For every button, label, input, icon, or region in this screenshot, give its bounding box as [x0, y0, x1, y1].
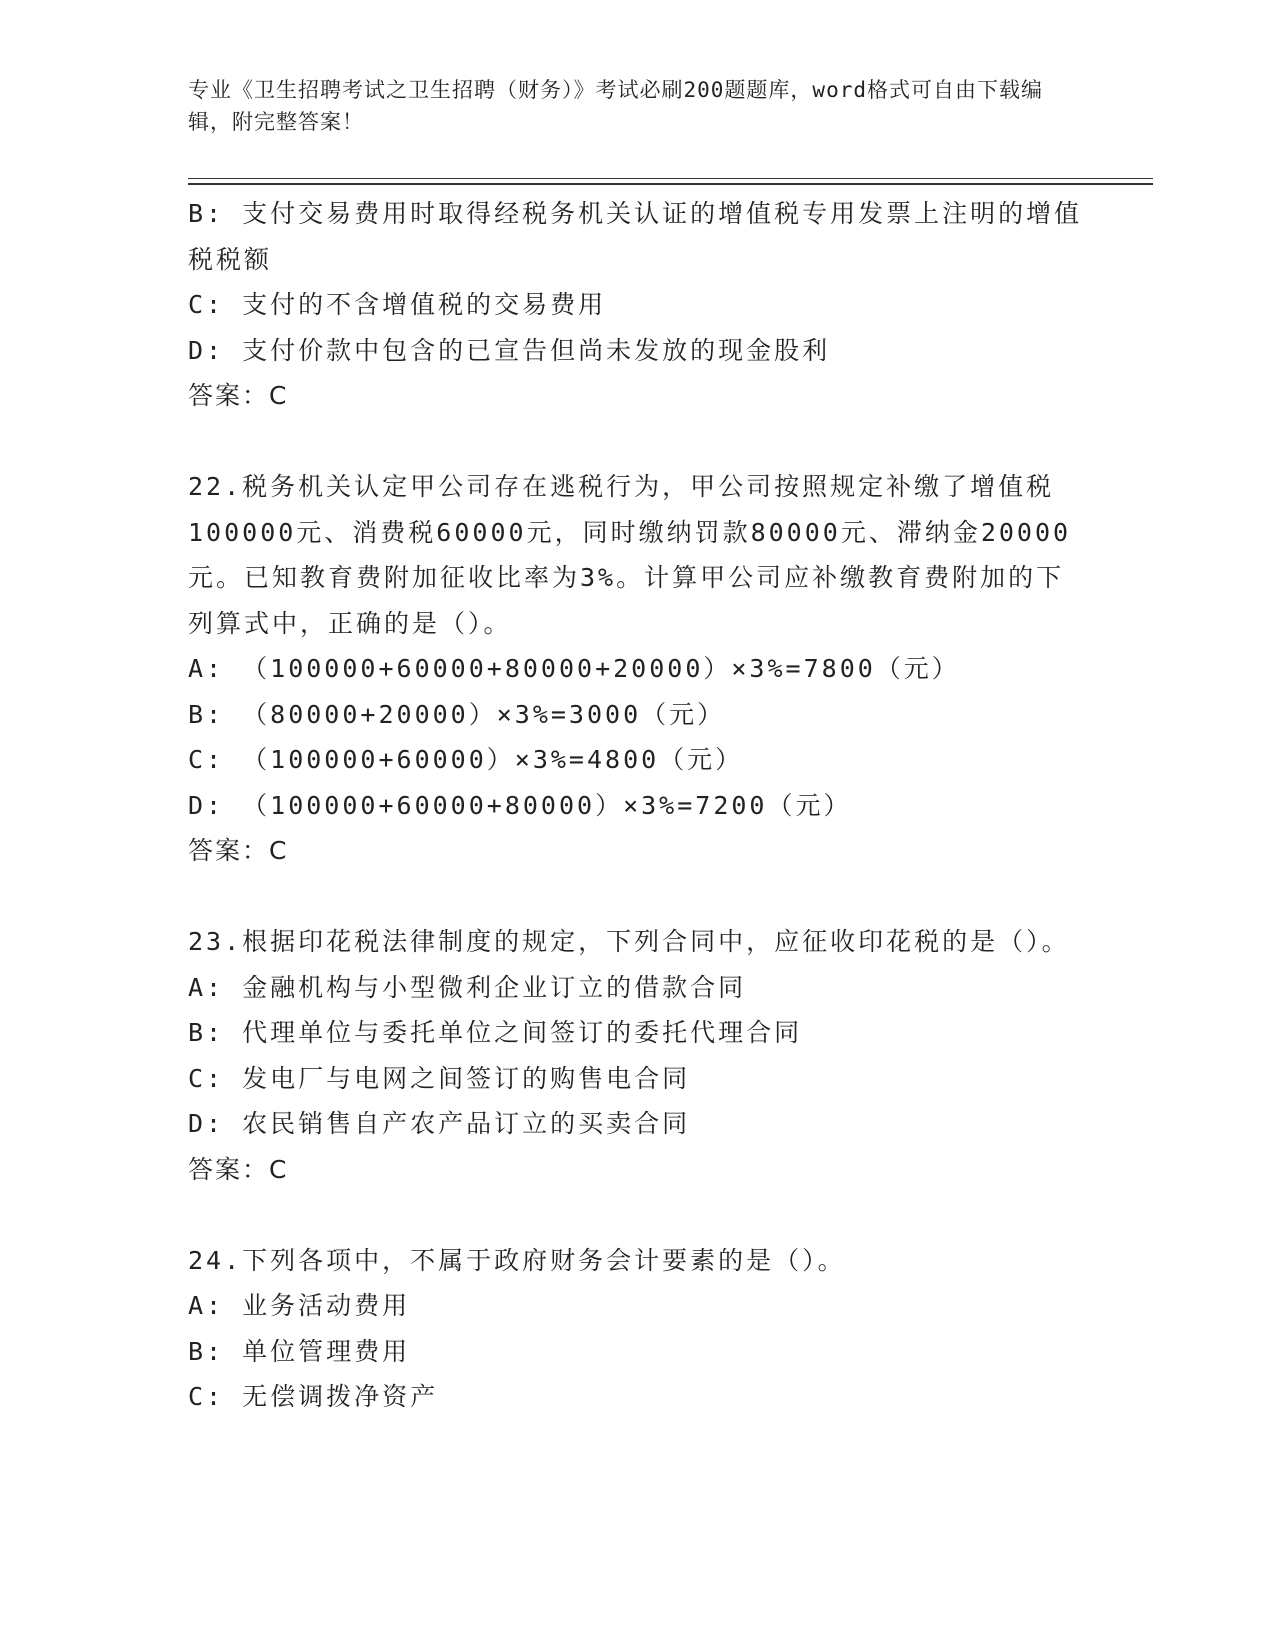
- spacer: [188, 874, 1088, 920]
- question-23: [188, 919, 1088, 1192]
- option-a: A: 金融机构与小型微利企业订立的借款合同: [188, 972, 747, 1002]
- option-d: D: 支付价款中包含的已宣告但尚未发放的现金股利: [188, 335, 831, 365]
- option-c: C: （100000+60000）×3%=4800（元）: [188, 745, 744, 774]
- option-c: C: 发电厂与电网之间签订的购售电合同: [188, 1063, 691, 1093]
- option-a: A: （100000+60000+80000+20000）×3%=7800（元）: [188, 654, 960, 683]
- option-d: D: （100000+60000+80000）×3%=7200（元）: [188, 790, 852, 820]
- question-prev: [188, 191, 1088, 419]
- option-a: A: 业务活动费用: [188, 1291, 411, 1320]
- option-b: B: 代理单位与委托单位之间签订的委托代理合同: [188, 1018, 803, 1047]
- question-22: [188, 464, 1088, 874]
- answer-line: 答案：C: [188, 836, 289, 865]
- question-stem: 24.下列各项中，不属于政府财务会计要素的是（）。: [188, 1245, 846, 1275]
- question-stem: 22.税务机关认定甲公司存在逃税行为，甲公司按照规定补缴了增值税100000元、消费税60000元，同时缴纳罚款80000元、滞纳金20000元。已知教育费附加征收比率为3%。计算甲公司应补缴教育费附加的下列算式中，正确的是（）。: [188, 472, 1072, 638]
- option-c: C: 支付的不含增值税的交易费用: [188, 290, 607, 319]
- question-24: [188, 1238, 1088, 1420]
- question-stem: 23.根据印花税法律制度的规定，下列合同中，应征收印花税的是（）。: [188, 927, 1070, 956]
- spacer: [188, 419, 1088, 465]
- option-b: B: （80000+20000）×3%=3000（元）: [188, 699, 726, 729]
- header-divider-thick: [188, 183, 1153, 185]
- option-c: C: 无偿调拨净资产: [188, 1382, 439, 1411]
- answer-line: 答案：C: [188, 1154, 289, 1184]
- header-divider-thin: [188, 178, 1153, 179]
- document-header: 专业《卫生招聘考试之卫生招聘（财务）》考试必刷200题题库，word格式可自由下载编辑，附完整答案！: [188, 78, 1043, 134]
- answer-line: 答案：C: [188, 381, 289, 410]
- option-d: D: 农民销售自产农产品订立的买卖合同: [188, 1109, 691, 1138]
- option-b: B: 支付交易费用时取得经税务机关认证的增值税专用发票上注明的增值税税额: [188, 199, 1083, 274]
- document-body: [188, 191, 1088, 1420]
- option-b: B: 单位管理费用: [188, 1336, 411, 1366]
- spacer: [188, 1192, 1088, 1238]
